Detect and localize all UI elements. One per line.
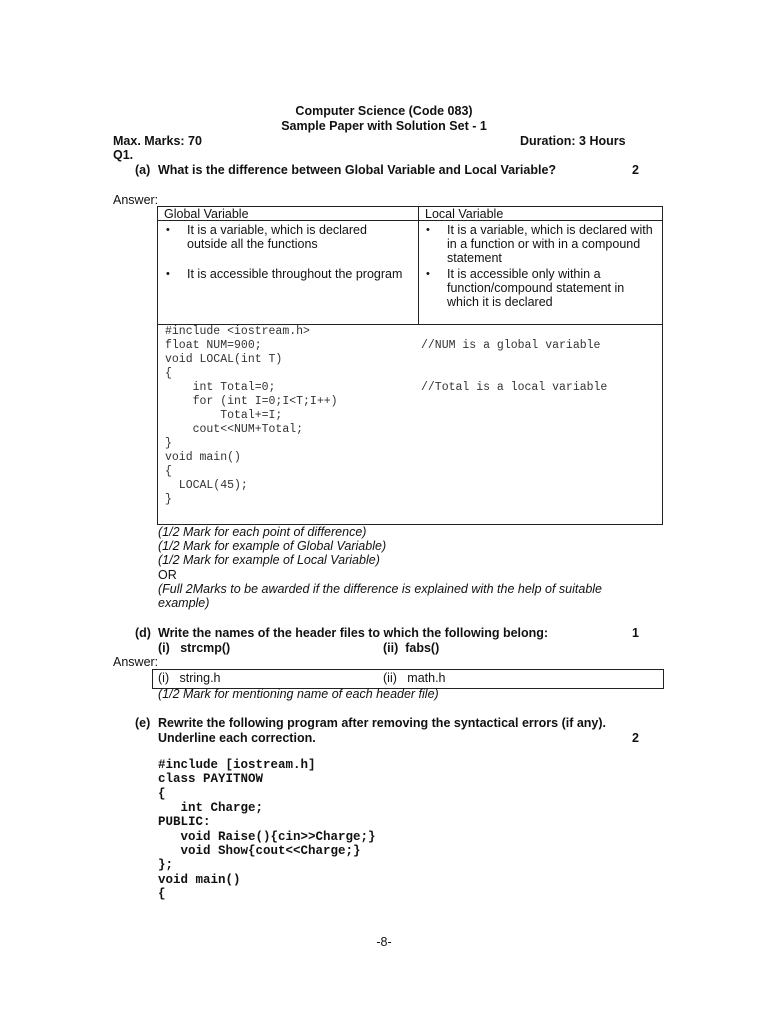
- marking-note: (1/2 Mark for each point of difference): [158, 525, 367, 539]
- q-d-text: Write the names of the header files to which the following belong:: [158, 626, 549, 640]
- table-header-global: Global Variable: [164, 207, 249, 221]
- table-header-local: Local Variable: [425, 207, 504, 221]
- code-comment-global: //NUM is a global variable: [421, 339, 601, 352]
- code-comment-local: //Total is a local variable: [421, 381, 608, 394]
- local-point-2-line-2: function/compound statement in: [447, 281, 625, 295]
- code-line: {: [165, 367, 172, 380]
- code-line: #include <iostream.h>: [165, 325, 310, 338]
- q-d-item-i: (i) strcmp(): [158, 641, 231, 655]
- paper-title: Computer Science (Code 083): [295, 104, 473, 118]
- q-e-code-line: PUBLIC:: [158, 815, 211, 829]
- q-d-marks: 1: [632, 626, 639, 640]
- q-e-code-line: int Charge;: [158, 801, 264, 815]
- code-line: LOCAL(45);: [165, 479, 248, 492]
- q-e-code-line: void Raise(){cin>>Charge;}: [158, 830, 376, 844]
- table-column-divider: [418, 206, 419, 324]
- q-d-item-ii: (ii) fabs(): [383, 641, 440, 655]
- code-line: void main(): [165, 451, 241, 464]
- bullet-icon: •: [426, 268, 430, 280]
- q-e-code-line: };: [158, 858, 174, 872]
- or-separator: OR: [158, 568, 177, 582]
- local-point-1-line-2: in a function or with in a compound: [447, 237, 641, 251]
- q-d-label: (d): [135, 626, 151, 640]
- bullet-icon: •: [166, 224, 170, 236]
- full-marks-note-line-2: example): [158, 596, 210, 610]
- question-label: Q1.: [113, 148, 134, 162]
- local-point-2-line-3: which it is declared: [447, 295, 553, 309]
- code-line: cout<<NUM+Total;: [165, 423, 304, 436]
- q-e-marks: 2: [632, 731, 639, 745]
- max-marks: Max. Marks: 70: [113, 134, 202, 148]
- q-e-text-line-2: Underline each correction.: [158, 731, 316, 745]
- q-d-answer-i: (i) string.h: [158, 671, 221, 685]
- q-e-code-line: class PAYITNOW: [158, 772, 264, 786]
- local-point-1-line-1: It is a variable, which is declared with: [447, 223, 653, 237]
- q-d-answer-ii: (ii) math.h: [383, 671, 446, 685]
- global-point-1-line-2: outside all the functions: [187, 237, 318, 251]
- q-e-code-line: #include [iostream.h]: [158, 758, 316, 772]
- q-e-code-line: void main(): [158, 873, 241, 887]
- q-d-marking-note: (1/2 Mark for mentioning name of each header file): [158, 687, 439, 701]
- q-e-code-line: {: [158, 787, 166, 801]
- global-point-1-line-1: It is a variable, which is declared: [187, 223, 367, 237]
- q-a-marks: 2: [632, 163, 639, 177]
- q-a-answer-label: Answer:: [113, 193, 159, 207]
- code-line: }: [165, 493, 172, 506]
- bullet-icon: •: [166, 268, 170, 280]
- local-point-2-line-1: It is accessible only within a: [447, 267, 601, 281]
- q-e-text-line-1: Rewrite the following program after removing the syntactical errors (if any).: [158, 716, 607, 730]
- paper-subtitle: Sample Paper with Solution Set - 1: [281, 119, 487, 133]
- bullet-icon: •: [426, 224, 430, 236]
- code-line: Total+=I;: [165, 409, 283, 422]
- q-a-text: What is the difference between Global Variable and Local Variable?: [158, 163, 557, 177]
- local-point-1-line-3: statement: [447, 251, 502, 265]
- code-line: int Total=0;: [165, 381, 276, 394]
- code-line: }: [165, 437, 172, 450]
- q-e-label: (e): [135, 716, 151, 730]
- q-a-label: (a): [135, 163, 151, 177]
- code-line: void LOCAL(int T): [165, 353, 283, 366]
- page-number: -8-: [376, 935, 392, 949]
- code-line: float NUM=900;: [165, 339, 262, 352]
- marking-note: (1/2 Mark for example of Global Variable): [158, 539, 387, 553]
- q-e-code-line: void Show{cout<<Charge;}: [158, 844, 361, 858]
- q-d-answer-label: Answer:: [113, 655, 159, 669]
- code-line: for (int I=0;I<T;I++): [165, 395, 338, 408]
- q-e-code-line: {: [158, 887, 166, 901]
- duration: Duration: 3 Hours: [520, 134, 626, 148]
- code-line: {: [165, 465, 172, 478]
- global-point-2: It is accessible throughout the program: [187, 267, 403, 281]
- full-marks-note-line-1: (Full 2Marks to be awarded if the difference is explained with the help of suitable: [158, 582, 602, 596]
- marking-note: (1/2 Mark for example of Local Variable): [158, 553, 380, 567]
